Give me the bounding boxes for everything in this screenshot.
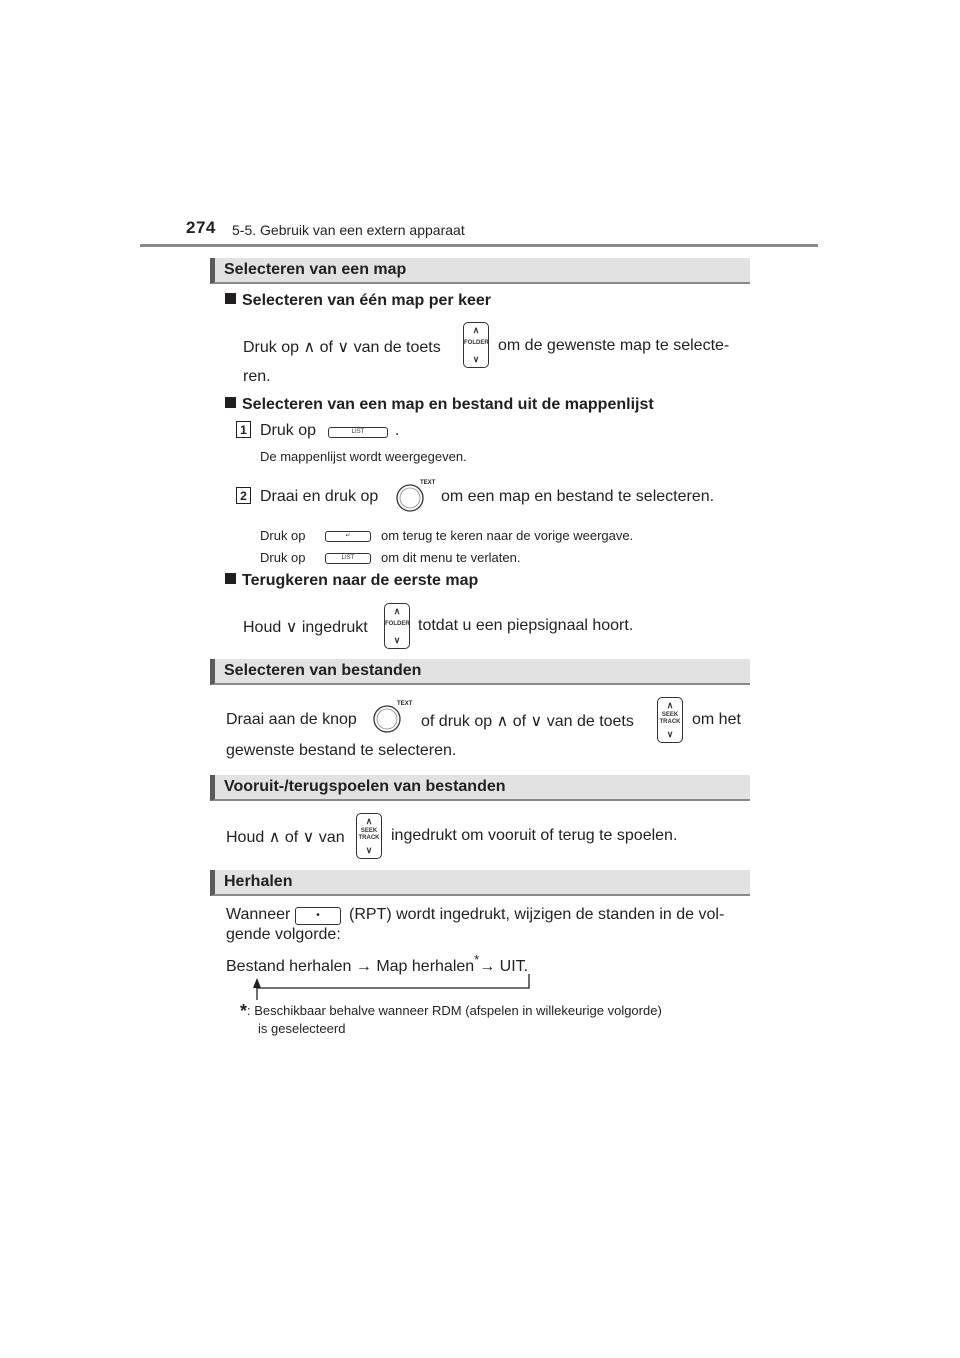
up-arrow-icon: ∧ xyxy=(393,606,401,616)
section-title: Selecteren van bestanden xyxy=(224,662,422,679)
section-heading-map xyxy=(210,258,750,284)
down-arrow-icon: ∨ xyxy=(666,729,674,739)
down-arrow-icon: ∨ xyxy=(365,845,373,855)
down-arrow-icon: ∨ xyxy=(393,635,401,645)
body-text: of druk op ∧ of ∨ van de toets xyxy=(421,713,634,730)
square-bullet-icon xyxy=(225,397,236,408)
seek-track-button-icon xyxy=(356,813,382,859)
track-label: TRACK xyxy=(358,835,380,841)
button-label: FOLDER xyxy=(385,621,410,627)
body-text: om een map en bestand te selecteren. xyxy=(441,488,715,505)
knob-label: TEXT xyxy=(420,480,436,486)
seek-track-button-icon xyxy=(657,697,683,743)
up-arrow-icon: ∧ xyxy=(472,325,480,335)
subheading-one-map xyxy=(225,292,491,310)
section-heading-seek xyxy=(210,775,750,801)
button-label xyxy=(658,712,682,726)
body-text: Houd ∨ ingedrukt xyxy=(243,619,368,636)
list-button-icon: LIST xyxy=(325,553,371,564)
body-text: (RPT) wordt ingedrukt, wijzigen de standen in de vol- xyxy=(349,906,725,923)
footnote-marker: * xyxy=(240,1001,248,1021)
square-bullet-icon xyxy=(225,293,236,304)
track-label: TRACK xyxy=(659,719,681,725)
up-arrow-icon: ∧ xyxy=(666,700,674,710)
body-text: totdat u een piepsignaal hoort. xyxy=(418,617,634,634)
section-title: Selecteren van een map xyxy=(224,261,407,278)
knob-graphic xyxy=(395,481,439,515)
note-text: Druk op xyxy=(260,528,306,543)
body-text: gende volgorde: xyxy=(226,926,341,943)
body-text: ingedrukt om vooruit of terug te spoelen. xyxy=(391,827,678,844)
subheading-map-and-file xyxy=(225,396,654,414)
footnote-text: is geselecteerd xyxy=(258,1021,346,1036)
subheading-text: Selecteren van een map en bestand uit de mappenlijst xyxy=(242,396,654,413)
cycle-arrow-icon xyxy=(248,970,538,1002)
body-text: om de gewenste map te selecte- xyxy=(498,337,730,354)
body-text: Draai aan de knop xyxy=(226,711,357,728)
square-bullet-icon xyxy=(225,573,236,584)
footnote xyxy=(240,1001,662,1022)
footnote-text: : Beschikbaar behalve wanneer RDM (afspelen in willekeurige volgorde) xyxy=(247,1003,662,1018)
sequence-text: Bestand herhalen → Map herhalen xyxy=(226,958,475,975)
list-button-icon: LIST xyxy=(328,427,388,438)
subheading-first-map xyxy=(225,572,478,590)
body-text: gewenste bestand te selecteren. xyxy=(226,742,457,759)
note-text: De mappenlijst wordt weergegeven. xyxy=(260,449,467,464)
section-title: Herhalen xyxy=(224,873,293,890)
body-text: . xyxy=(395,422,400,439)
down-arrow-icon: ∨ xyxy=(472,354,480,364)
body-text: Druk op xyxy=(260,422,317,439)
folder-button-icon xyxy=(384,603,410,649)
note-text: om terug te keren naar de vorige weergave. xyxy=(381,528,634,543)
body-text: om het xyxy=(692,711,741,728)
page-number: 274 xyxy=(186,218,216,237)
rpt-button-icon: • xyxy=(295,907,341,925)
body-text: Wanneer xyxy=(226,906,291,923)
sequence-text: → UIT. xyxy=(479,958,529,975)
section-heading-repeat xyxy=(210,870,750,896)
text-knob-icon xyxy=(372,701,416,735)
note-text: Druk op xyxy=(260,550,306,565)
note-text: om dit menu te verlaten. xyxy=(381,550,521,565)
button-label: FOLDER xyxy=(464,340,489,346)
body-text: ren. xyxy=(243,368,271,385)
body-text: Draai en druk op xyxy=(260,488,379,505)
section-title: Vooruit-/terugspoelen van bestanden xyxy=(224,778,506,795)
footnote-marker: * xyxy=(474,952,480,967)
subheading-text: Terugkeren naar de eerste map xyxy=(242,572,479,589)
subheading-text: Selecteren van één map per keer xyxy=(242,292,492,309)
text-knob-icon xyxy=(395,481,439,515)
step-number: 2 xyxy=(236,487,251,504)
knob-label: TEXT xyxy=(397,701,413,707)
button-label xyxy=(357,828,381,842)
body-text: Houd ∧ of ∨ van xyxy=(226,829,345,846)
seek-label: SEEK xyxy=(360,828,378,834)
body-text: Druk op ∧ of ∨ van de toets xyxy=(243,339,441,356)
chapter-title: 5-5. Gebruik van een extern apparaat xyxy=(232,222,465,238)
folder-button-icon xyxy=(463,322,489,368)
step-number: 1 xyxy=(236,421,251,438)
up-arrow-icon: ∧ xyxy=(365,816,373,826)
header-rule xyxy=(140,244,818,247)
section-heading-files xyxy=(210,659,750,685)
back-button-icon: ↵ xyxy=(325,531,371,542)
seek-label: SEEK xyxy=(661,712,679,718)
